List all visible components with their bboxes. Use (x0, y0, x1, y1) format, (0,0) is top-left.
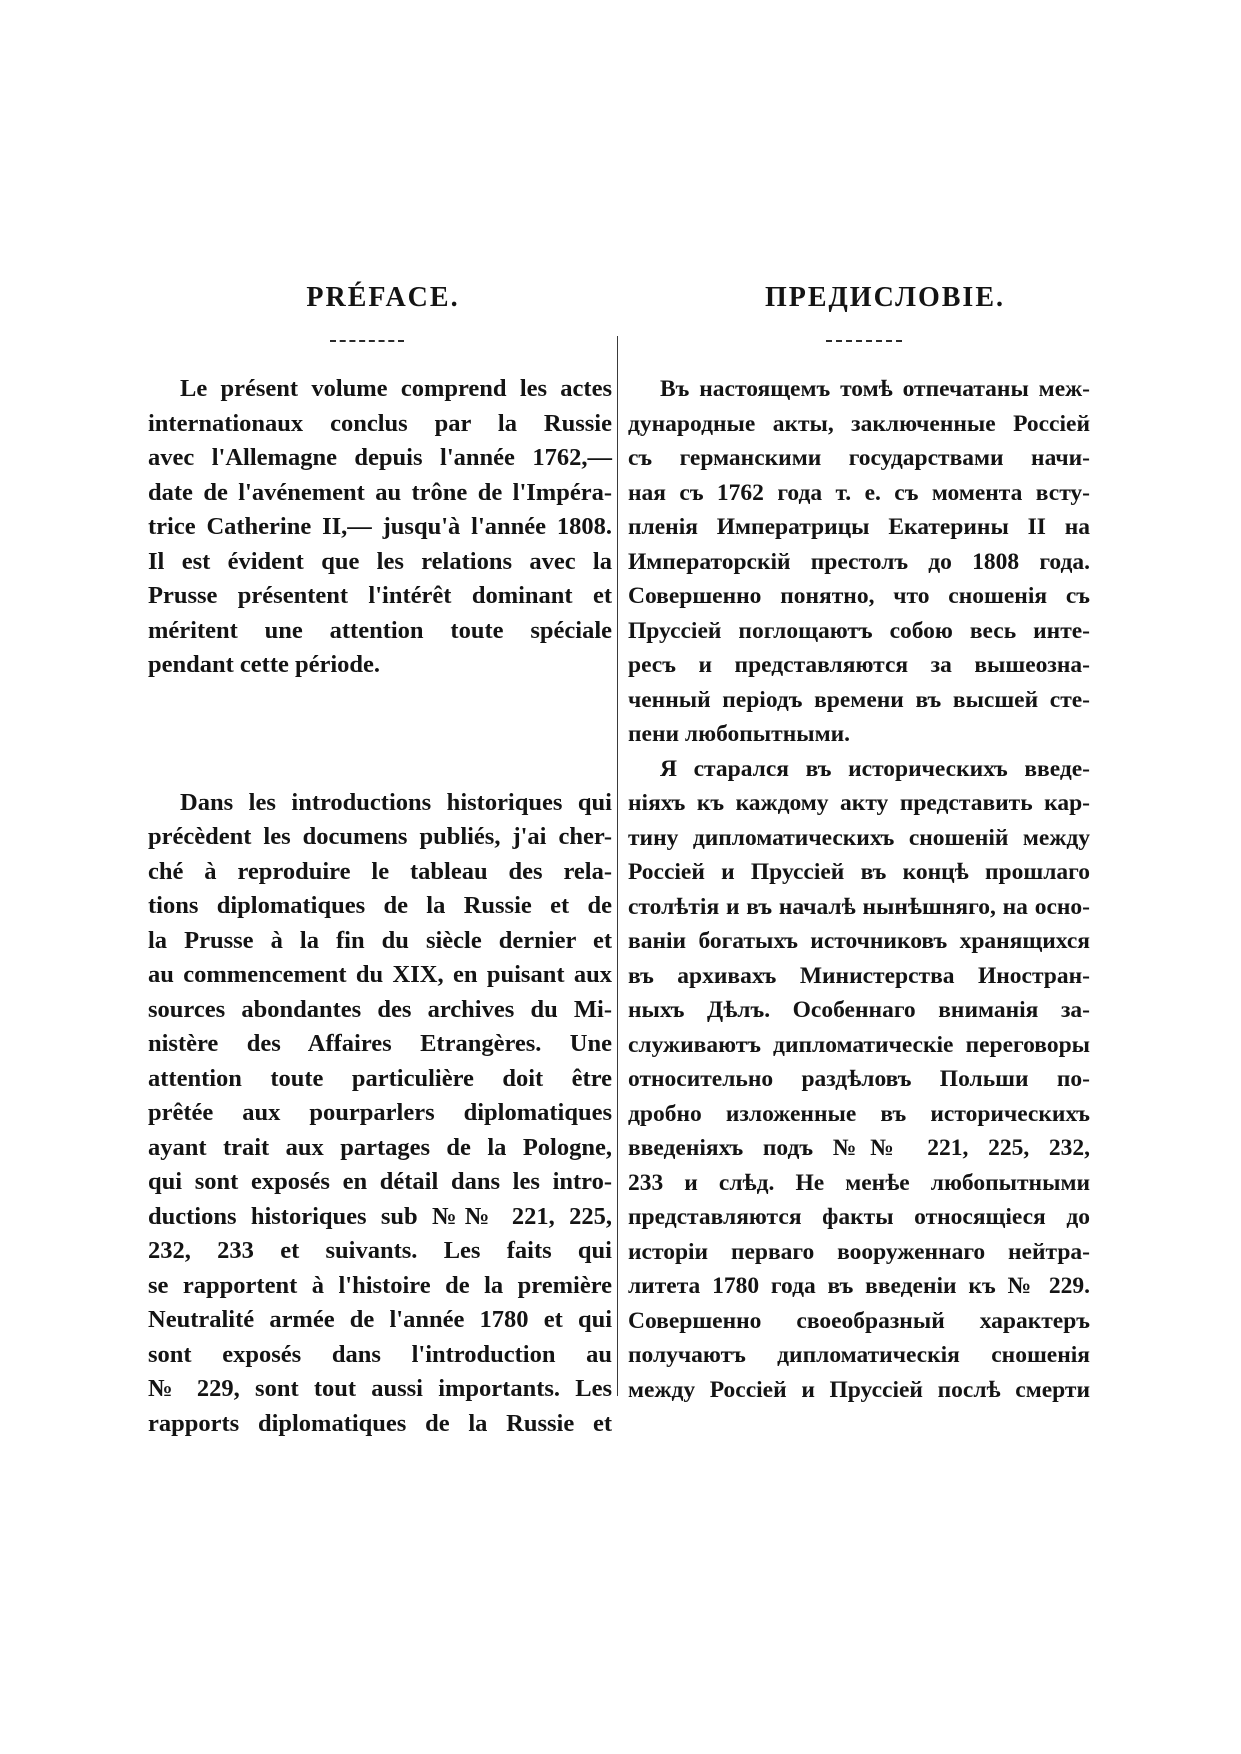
text-line: между Россіей и Пруссіей послѣ смерти (628, 1376, 1090, 1403)
text-line: méritent une attention toute spéciale (148, 616, 612, 644)
text-line: Пруссіей поглощаютъ собою весь инте- (628, 617, 1090, 644)
text-line: служиваютъ дипломатическіе переговоры (628, 1031, 1090, 1058)
text-line: дународные акты, заключенные Россіей (628, 410, 1090, 437)
text-line: tions diplomatiques de la Russie et de (148, 892, 612, 919)
text-line: sont exposés dans l'introduction au (148, 1340, 612, 1368)
text-line: prêtée aux pourparlers diplomatiques (148, 1099, 612, 1126)
text-line: nistère des Affaires Etrangères. Une (148, 1030, 612, 1057)
text-line: Dans les introductions historiques qui (180, 788, 612, 816)
russian-paragraph-1 (628, 372, 1090, 752)
text-line: internationaux conclus par la Russie (148, 409, 612, 437)
text-line: ніяхъ къ каждому акту представить кар- (628, 790, 1090, 816)
text-line: pendant cette période. (148, 651, 381, 678)
text-line: Императорскій престолъ до 1808 года. (628, 548, 1090, 575)
text-line: précèdent les documens publiés, j'ai cher- (148, 823, 612, 850)
russian-paragraph-2 (628, 752, 1090, 1408)
text-line: Я старался въ историческихъ введе- (660, 755, 1090, 782)
text-line: au commencement du XIX, en puisant aux (148, 961, 612, 988)
text-line: пени любопытными. (628, 721, 850, 747)
text-line: ная съ 1762 года т. е. съ момента всту- (628, 479, 1090, 506)
text-line: № 229, sont tout aussi importants. Les (148, 1375, 612, 1402)
text-line: Совершенно понятно, что сношенія съ (628, 583, 1090, 609)
text-line: Совершенно своеобразный характеръ (628, 1307, 1090, 1334)
text-line: дробно изложенные въ историческихъ (628, 1100, 1090, 1127)
text-line: получаютъ дипломатическія сношенія (628, 1342, 1090, 1368)
text-line: пленія Императрицы Екатерины II на (628, 514, 1090, 540)
text-line: ваніи богатыхъ источниковъ хранящихся (628, 928, 1090, 954)
french-title-rule (330, 340, 404, 342)
text-line: Le présent volume comprend les actes (180, 375, 612, 402)
text-line: тину дипломатическихъ сношеній между (628, 824, 1090, 851)
text-line: столѣтія и въ началѣ нынѣшняго, на осно- (628, 893, 1090, 920)
column-divider (617, 336, 618, 1396)
text-line: ченный періодъ времени въ высшей сте- (628, 686, 1090, 713)
text-line: въ архивахъ Министерства Иностран- (628, 962, 1090, 989)
text-line: ныхъ Дѣлъ. Особеннаго вниманія за- (628, 997, 1090, 1023)
russian-title: ПРЕДИСЛОВІЕ. (764, 282, 1005, 313)
text-line: date de l'avénement au trône de l'Impéra- (148, 478, 612, 506)
text-line: ayant trait aux partages de la Pologne, (148, 1133, 612, 1161)
text-line: ресъ и представляются за вышеозна- (628, 652, 1090, 678)
text-line: se rapportent à l'histoire de la première (148, 1271, 612, 1299)
text-line: Il est évident que les relations avec la (148, 547, 612, 575)
french-paragraph-1 (148, 372, 612, 683)
text-line: ché à reproduire le tableau des rela- (148, 857, 612, 885)
text-line: Prusse présentent l'intérêt dominant et (148, 582, 612, 609)
text-line: Въ настоящемъ томѣ отпечатаны меж- (660, 376, 1090, 402)
text-line: la Prusse à la fin du siècle dernier et (148, 926, 612, 954)
text-line: sources abondantes des archives du Mi- (148, 995, 612, 1023)
text-line: 233 и слѣд. Не менѣе любопытными (628, 1169, 1090, 1196)
text-line: qui sont exposés en détail dans les intro- (148, 1168, 612, 1195)
text-line: Neutralité armée de l'année 1780 et qui (148, 1306, 612, 1333)
french-title: PRÉFACE. (306, 282, 460, 313)
text-line: представляются факты относящіеся до (628, 1204, 1090, 1230)
french-paragraph-2 (148, 786, 612, 1442)
text-line: rapports diplomatiques de la Russie et (148, 1409, 612, 1437)
french-column (148, 372, 612, 1441)
text-line: относительно раздѣловъ Польши по- (628, 1066, 1090, 1092)
text-line: Россіей и Пруссіей въ концѣ прошлаго (628, 859, 1090, 885)
text-line: введеніяхъ подъ №№ 221, 225, 232, (628, 1135, 1090, 1161)
text-line: attention toute particulière doit être (148, 1064, 612, 1092)
russian-column (628, 372, 1090, 1407)
text-line: 232, 233 et suivants. Les faits qui (148, 1237, 612, 1264)
text-line: ductions historiques sub №№ 221, 225, (148, 1202, 612, 1230)
text-line: avec l'Allemagne depuis l'année 1762,— (148, 444, 612, 471)
text-line: литета 1780 года въ введеніи къ № 229. (628, 1273, 1090, 1299)
text-line: trice Catherine II,— jusqu'à l'année 1808. (148, 513, 612, 540)
russian-title-rule (826, 340, 902, 342)
text-line: исторіи перваго вооруженнаго нейтра- (628, 1238, 1090, 1265)
text-line: съ германскими государствами начи- (628, 445, 1090, 471)
